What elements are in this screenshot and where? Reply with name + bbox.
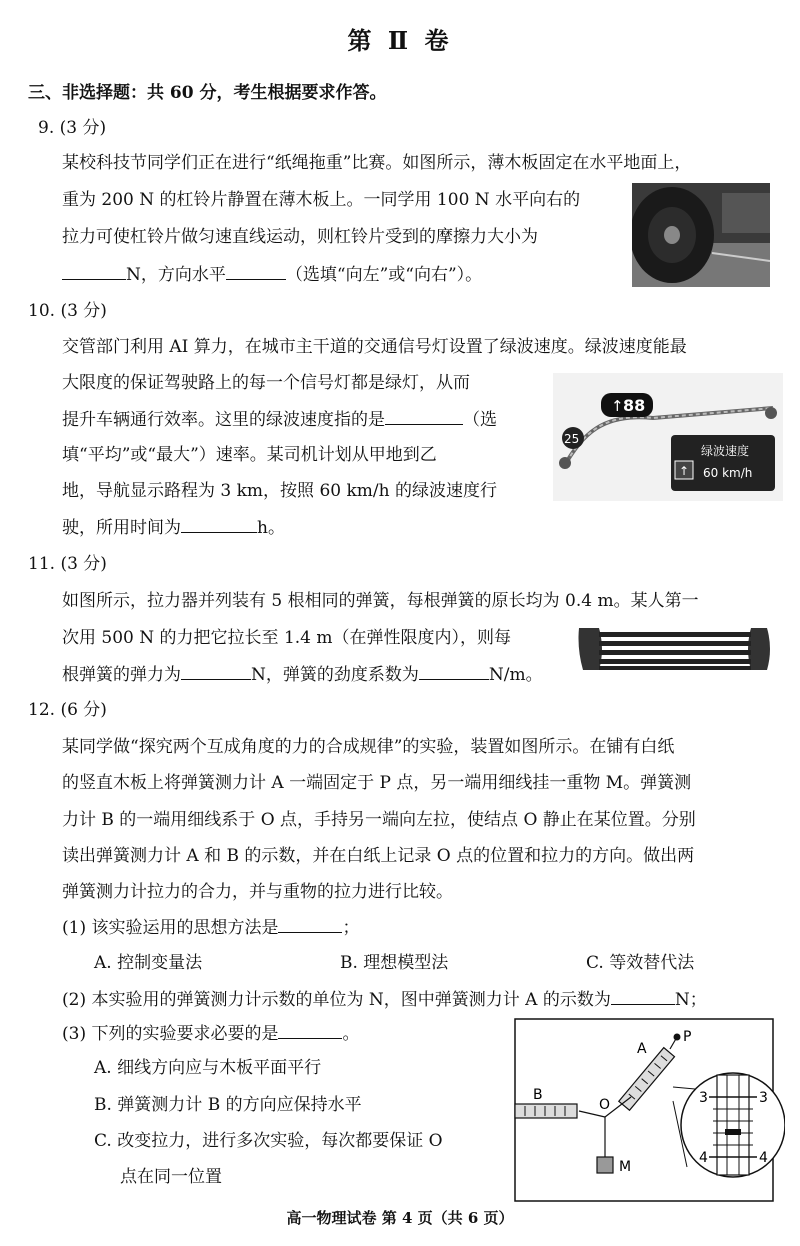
- q10-blank-1[interactable]: [385, 408, 463, 425]
- q12-head: 12. (6 分): [28, 700, 107, 720]
- q9-blank-2[interactable]: [226, 263, 286, 280]
- q11-line1: 如图所示，拉力器并列装有 5 根相同的弹簧，每根弹簧的原长均为 0.4 m。某人第一: [62, 591, 699, 611]
- q12-sub3: (3) 下列的实验要求必要的是: [62, 1024, 279, 1044]
- arrow-up-icon: ↑: [611, 397, 624, 415]
- q9-line2: 重为 200 N 的杠铃片静置在薄木板上。一同学用 100 N 水平向右的: [62, 190, 581, 210]
- q11-line3b: N，弹簧的劲度系数为: [251, 665, 419, 685]
- q12-option-1C[interactable]: C. 等效替代法: [586, 953, 695, 973]
- label-B: B: [533, 1087, 543, 1103]
- force-experiment-diagram: [495, 1017, 785, 1203]
- q12-line3: 力计 B 的一端用细线系于 O 点，手持另一端向左拉，使结点 O 静止在某位置。分别: [62, 810, 696, 830]
- sign-number: 88: [623, 396, 646, 415]
- q9-line3: 拉力可使杠铃片做匀速直线运动，则杠铃片受到的摩擦力大小为: [62, 227, 538, 247]
- q10-line4: 填“平均”或“最大”）速率。某司机计划从甲地到乙: [62, 445, 437, 465]
- q10-line6a: 驶，所用时间为: [62, 518, 181, 538]
- q12-line4: 读出弹簧测力计 A 和 B 的示数，并在白纸上记录 O 点的位置和拉力的方向。做出两: [62, 846, 695, 866]
- label-A: A: [637, 1041, 647, 1057]
- q11-line3a: 根弹簧的弹力为: [62, 665, 181, 685]
- scale-4-right: 4: [759, 1150, 768, 1166]
- q12-line2: 的竖直木板上将弹簧测力计 A 一端固定于 P 点，另一端用细线挂一重物 M。弹簧测: [62, 773, 692, 793]
- scale-4-left: 4: [699, 1150, 708, 1166]
- barbell-photo: [632, 183, 770, 287]
- scale-3-right: 3: [759, 1090, 768, 1106]
- speed-badge: 25: [564, 432, 580, 446]
- section-heading: 三、非选择题：共 60 分，考生根据要求作答。: [28, 83, 387, 103]
- label-O: O: [599, 1097, 611, 1113]
- arrow-up-small-icon: ↑: [679, 464, 690, 478]
- q10-line6b: h。: [257, 518, 285, 538]
- page-title: 第 Ⅱ 卷: [347, 26, 453, 55]
- navigation-map: [553, 373, 783, 501]
- scale-3-left: 3: [699, 1090, 708, 1106]
- q9-head: 9. (3 分): [38, 118, 107, 138]
- q12-blank-2[interactable]: [611, 988, 675, 1005]
- q12-option-3A[interactable]: A. 细线方向应与木板平面平行: [94, 1058, 322, 1078]
- q12-line1: 某同学做“探究两个互成角度的力的合成规律”的实验，装置如图所示。在铺有白纸: [62, 737, 675, 757]
- q10-line5: 地，导航显示路程为 3 km，按照 60 km/h 的绿波速度行: [62, 481, 497, 501]
- spring-expander: [575, 618, 775, 680]
- q12-option-1A[interactable]: A. 控制变量法: [94, 953, 203, 973]
- q12-sub3-end: 。: [342, 1024, 360, 1044]
- q12-sub2: (2) 本实验用的弹簧测力计示数的单位为 N，图中弹簧测力计 A 的示数为: [62, 990, 611, 1010]
- q9-line4a: N，方向水平: [126, 265, 226, 285]
- q10-line2: 大限度的保证驾驶路上的每一个信号灯都是绿灯，从而: [62, 373, 470, 393]
- q11-blank-1[interactable]: [181, 663, 251, 680]
- q12-blank-3[interactable]: [278, 1022, 342, 1039]
- q11-line2: 次用 500 N 的力把它拉长至 1.4 m（在弹性限度内），则每: [62, 628, 511, 648]
- q12-option-3C-line1[interactable]: C. 改变拉力，进行多次实验，每次都要保证 O: [94, 1131, 443, 1151]
- q10-line3b: （选: [463, 410, 497, 430]
- q12-line5: 弹簧测力计拉力的合力，并与重物的拉力进行比较。: [62, 882, 453, 902]
- q11-line3c: N/m。: [488, 665, 543, 685]
- q9-line1: 某校科技节同学们正在进行“纸绳拖重”比赛。如图所示，薄木板固定在水平地面上，: [62, 153, 692, 173]
- q9-line4b: （选填“向左”或“向右”）。: [285, 265, 483, 285]
- q12-sub1: (1) 该实验运用的思想方法是: [62, 918, 279, 938]
- q9-blank-1[interactable]: [62, 263, 126, 280]
- q12-option-3C-line2[interactable]: 点在同一位置: [120, 1167, 222, 1187]
- page-footer: 高一物理试卷 第 4 页（共 6 页）: [286, 1209, 514, 1227]
- q12-sub2-end: N；: [674, 990, 707, 1010]
- q12-option-3B[interactable]: B. 弹簧测力计 B 的方向应保持水平: [94, 1095, 362, 1115]
- q11-head: 11. (3 分): [28, 554, 107, 574]
- q12-sub1-end: ；: [342, 918, 360, 938]
- q10-line3a: 提升车辆通行效率。这里的绿波速度指的是: [62, 410, 385, 430]
- green-wave-label: 绿波速度: [701, 444, 750, 458]
- q12-blank-1[interactable]: [278, 916, 342, 933]
- q10-blank-2[interactable]: [181, 516, 257, 533]
- label-M: M: [619, 1159, 632, 1175]
- q10-head: 10. (3 分): [28, 301, 107, 321]
- green-wave-speed: 60 km/h: [703, 466, 753, 480]
- label-P: P: [683, 1029, 692, 1045]
- q10-line1: 交管部门利用 AI 算力，在城市主干道的交通信号灯设置了绿波速度。绿波速度能最: [62, 337, 687, 357]
- q11-blank-2[interactable]: [419, 663, 489, 680]
- q12-option-1B[interactable]: B. 理想模型法: [340, 953, 449, 973]
